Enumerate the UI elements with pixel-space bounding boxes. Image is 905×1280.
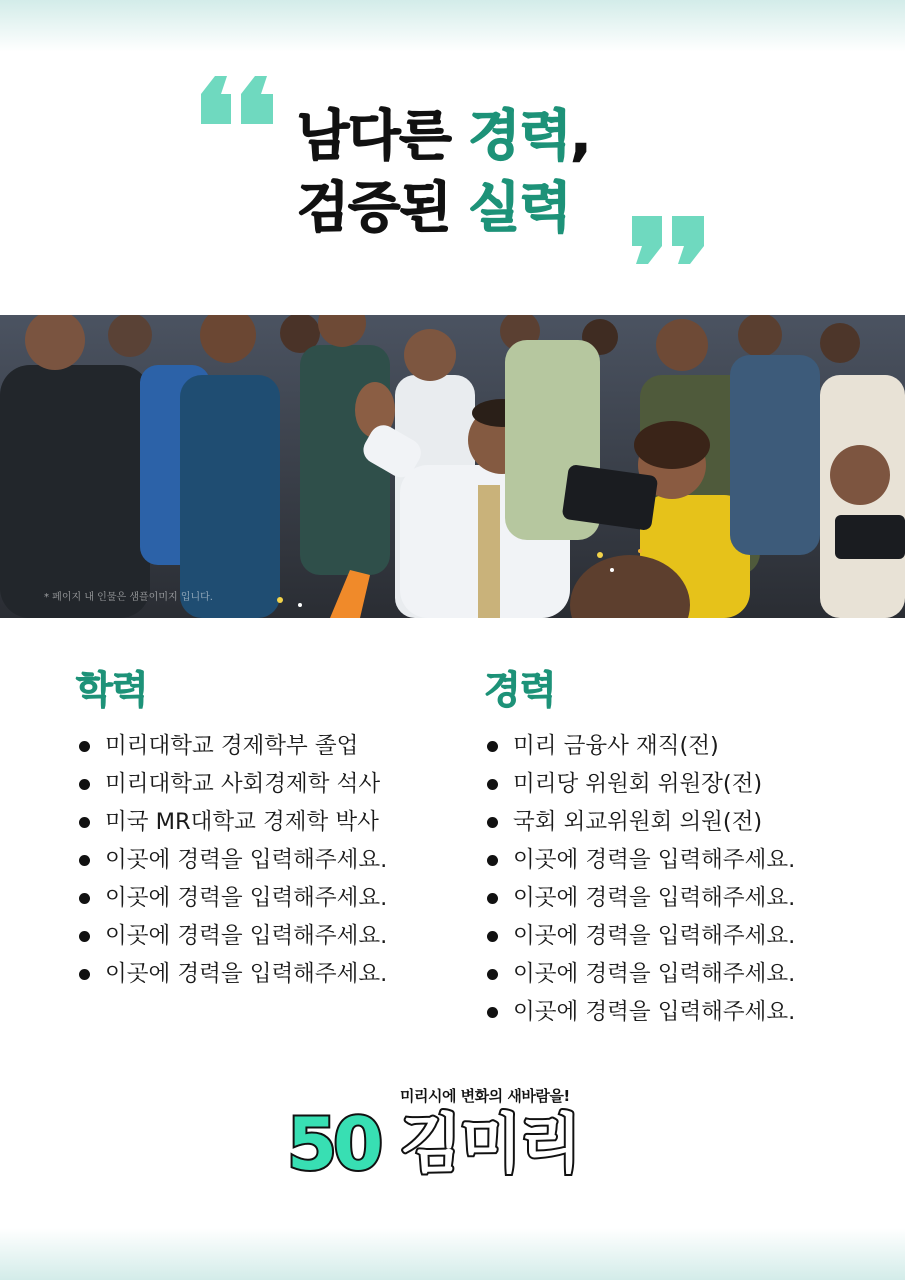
education-list: [76, 727, 387, 993]
list-item-text: 이곳에 경력을 입력해주세요.: [513, 961, 796, 987]
list-item-text: 이곳에 경력을 입력해주세요.: [513, 885, 796, 911]
bullet-icon: [487, 893, 498, 904]
education-section: [76, 665, 387, 993]
list-item: [76, 765, 387, 803]
list-item: [76, 955, 387, 993]
bullet-icon: [79, 855, 90, 866]
list-item-text: 이곳에 경력을 입력해주세요.: [513, 999, 796, 1025]
list-item-text: 미리대학교 사회경제학 석사: [105, 771, 381, 797]
campaign-photo: [0, 315, 905, 618]
campaign-slogan: 미리시에 변화의 새바람을!: [400, 1087, 570, 1105]
career-title: 경력: [484, 668, 556, 712]
list-item: [484, 879, 795, 917]
list-item-text: 이곳에 경력을 입력해주세요.: [513, 923, 796, 949]
list-item: [76, 727, 387, 765]
list-item-text: 이곳에 경력을 입력해주세요.: [105, 961, 388, 987]
list-item: [484, 727, 795, 765]
list-item: [76, 841, 387, 879]
list-item-text: 국회 외교위원회 의원(전): [513, 809, 763, 835]
list-item: [76, 879, 387, 917]
list-item: [76, 803, 387, 841]
bullet-icon: [487, 969, 498, 980]
bullet-icon: [487, 855, 498, 866]
bottom-gradient-band: [0, 1228, 905, 1280]
list-item: [484, 993, 795, 1031]
bullet-icon: [79, 931, 90, 942]
list-item-text: 미리당 위원회 위원장(전): [513, 771, 763, 797]
headline-accent-career: 경력: [468, 104, 571, 167]
list-item-text: 이곳에 경력을 입력해주세요.: [513, 847, 796, 873]
bullet-icon: [79, 817, 90, 828]
bullet-icon: [487, 741, 498, 752]
list-item: [484, 917, 795, 955]
photo-caption: * 페이지 내 인물은 샘플이미지 입니다.: [44, 592, 213, 603]
bullet-icon: [487, 1007, 498, 1018]
list-item: [484, 955, 795, 993]
headline-text: 남다른: [297, 104, 469, 167]
education-title: 학력: [76, 668, 148, 712]
open-quote-icon: [197, 72, 277, 128]
top-gradient-band: [0, 0, 905, 52]
bullet-icon: [487, 817, 498, 828]
bullet-icon: [79, 741, 90, 752]
list-item-text: 이곳에 경력을 입력해주세요.: [105, 847, 388, 873]
bullet-icon: [487, 931, 498, 942]
list-item-text: 미리 금융사 재직(전): [513, 733, 719, 759]
career-section: [484, 665, 795, 1031]
bullet-icon: [487, 779, 498, 790]
headline: [297, 100, 637, 244]
list-item: [484, 841, 795, 879]
crowd-illustration: [0, 315, 905, 618]
list-item: [484, 765, 795, 803]
list-item-text: 이곳에 경력을 입력해주세요.: [105, 923, 388, 949]
list-item: [484, 803, 795, 841]
headline-line-2: [297, 172, 637, 244]
bullet-icon: [79, 779, 90, 790]
candidate-number: 50: [287, 1102, 380, 1186]
bullet-icon: [79, 969, 90, 980]
list-item-text: 미국 MR대학교 경제학 박사: [105, 809, 379, 835]
headline-comma: ,: [570, 104, 591, 167]
headline-line-1: [297, 100, 637, 172]
list-item: [76, 917, 387, 955]
headline-accent-ability: 실력: [468, 176, 571, 239]
career-list: [484, 727, 795, 1031]
list-item-text: 미리대학교 경제학부 졸업: [105, 733, 359, 759]
bullet-icon: [79, 893, 90, 904]
close-quote-icon: [628, 212, 708, 268]
headline-text: 검증된: [297, 176, 469, 239]
candidate-name: 김미리: [400, 1108, 580, 1182]
list-item-text: 이곳에 경력을 입력해주세요.: [105, 885, 388, 911]
